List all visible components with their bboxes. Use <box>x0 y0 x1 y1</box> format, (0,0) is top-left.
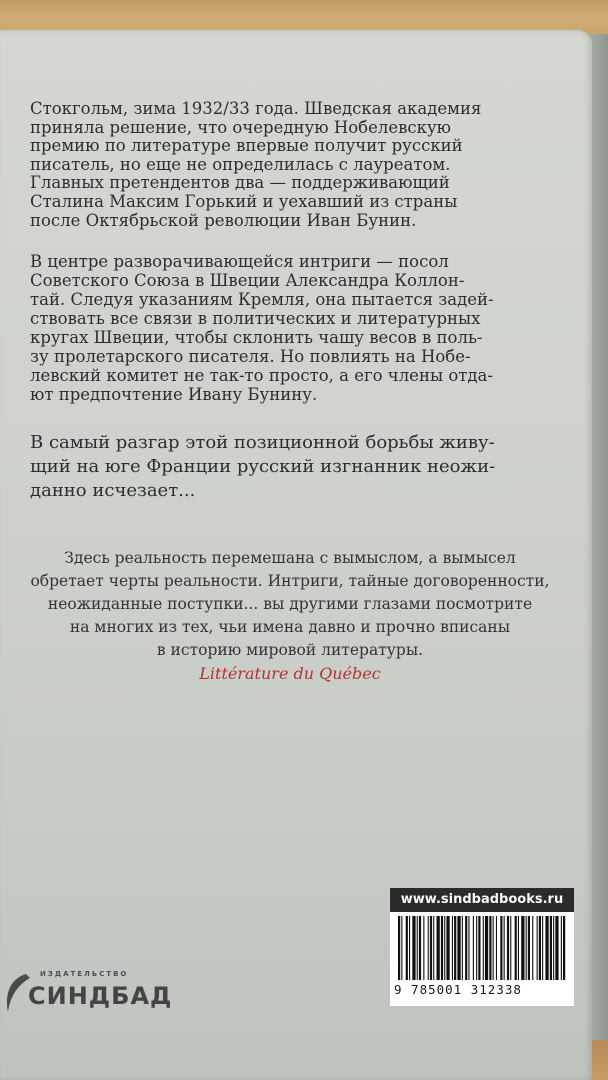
review-quote: Здесь реальность перемешана с вымыслом, а вымысел обретает черты реальности. Интриги, тайные договоренности, неожиданные поступки... вы другими глазами посмотрите на многих из тех, чьи имена давно и прочно вписаны в историю мировой литературы. <box>30 549 550 659</box>
table-surface-top <box>0 0 608 34</box>
publisher-label: ИЗДАТЕЛЬСТВО <box>40 970 129 978</box>
publisher-name: СИНДБАД <box>28 982 173 1010</box>
isbn-digits: 9 785001 312338 <box>394 982 522 997</box>
review-quote-source: Littérature du Québec <box>199 664 381 683</box>
description-paragraph-1: Стокгольм, зима 1932/33 года. Шведская академия приняла решение, что очередную Нобелевскую премию по литературе впервые получит русский писатель, но еще не определилась с лауреатом. Главных претендентов два — поддерживающий Сталина Максим Горький и уехавший из страны после Октябрьской революции Иван Бунин. <box>30 99 482 230</box>
barcode-icon <box>396 916 568 980</box>
description-paragraph-3: В самый разгар этой позиционной борьбы живу- щий на юге Франции русский изгнанник неожи- данно исчезает... <box>30 432 496 501</box>
description-paragraph-2: В центре разворачивающейся интриги — посол Советского Союза в Швеции Александра Коллон- тай. Следуя указаниям Кремля, она пытается задей- ствовать все связи в политических и литературных кругах Швеции, чтобы склонить чашу весов в поль- зу пролетарского писателя. Но повлиять на Нобе- левский комитет не так-то просто, а его члены отда- ют предпочтение Ивану Бунину. <box>30 252 494 404</box>
barcode-panel <box>390 888 574 1006</box>
publisher-logo <box>0 968 173 1022</box>
publisher-url: www.sindbadbooks.ru <box>390 888 574 912</box>
